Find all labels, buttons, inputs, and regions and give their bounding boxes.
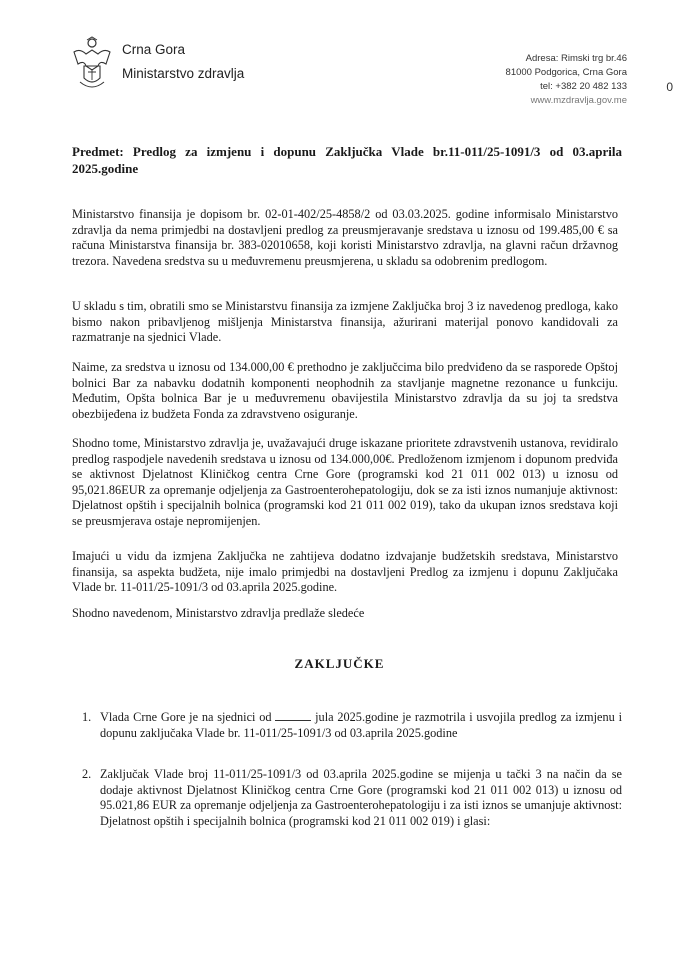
paragraph-1: Ministarstvo finansija je dopisom br. 02-01-402/25-4858/2 od 03.03.2025. godine informisalo Ministarstvo zdravlja da nema primjedbi na dostavljeni predlog za preusmjeravanje sredstava u iznosu od 199.485,00 € sa računa Ministarstva finansija br. 383-02010658, koji koristi Ministarstvo zdravlja, na glavni račun državnog trezora. Navedena sredstva su u međuvremenu preusmjerena, u skladu sa odobrenim predlogom. <box>72 207 618 268</box>
coat-of-arms-icon <box>70 36 114 92</box>
paragraph-3: Naime, za sredstva u iznosu od 134.000,00 € prethodno je zaključcima bilo predviđeno da se rasporede Opštoj bolnici Bar za nabavku dodatnih komponenti neophodnih za stavljanje magnetne rezonance u funkciju. Međutim, Opšta bolnica Bar je u međuvremenu obavijestila Ministarstvo zdravlja da su joj ta sredstva obezbijeđena iz budžeta Fonda za zdravstveno osiguranje. <box>72 360 618 421</box>
item-text-end: jula 2025.godine je razmotrila i usvojila predlog za izmjenu i dopunu zaključaka Vlade br. 11-011/25-1091/3 od 03.aprila 2025.godine <box>100 710 622 740</box>
country-name: Crna Gora <box>122 42 186 57</box>
conclusion-item-2 <box>82 767 622 829</box>
address-city-line: 81000 Podgorica, Crna Gora <box>505 67 627 78</box>
date-blank-line <box>275 710 311 721</box>
conclusion-item-1 <box>82 710 622 741</box>
conclusions-heading: ZAKLJUČKE <box>294 656 385 671</box>
paragraph-2: U skladu s tim, obratili smo se Ministarstvu finansija za izmjene Zaključka broj 3 iz navedenog predloga, kako bismo nakon pribavljenog mišljenja Ministarstva finansija, ažurirani materijal ponovo kandidovali za razmatranje na sjednici Vlade. <box>72 299 618 344</box>
address-block <box>506 52 627 108</box>
item-text-start: Vlada Crne Gore je na sjednici od <box>100 710 272 724</box>
paragraph-4: Shodno tome, Ministarstvo zdravlja je, uvažavajući druge iskazane prioritete zdravstvenih ustanova, revidiralo predlog raspodjele navedenih sredstava u iznosu od 134.000,00€. Predloženom izmjenom i dopunom predviđa se aktivnost Djelatnost Kliničkog centra Crne Gore (programski kod 21 011 002 013) u iznosu od 95,021.86EUR za opremanje odjeljenja za Gastroenterohepatologiju, dok se za isti iznos numanjuje aktivnost: Djelatnost opštih i specijalnih bolnica (programski kod 21 011 002 019), tako da ukupan iznos sredstava koji se preusmjerava ostaje nepromijenjen. <box>72 436 618 528</box>
subject-line: Predmet: Predlog za izmjenu i dopunu Zaključka Vlade br.11-011/25-1091/3 od 03.aprila 2025.godine <box>72 144 622 176</box>
address-line: Adresa: Rimski trg br.46 <box>525 53 627 64</box>
website-line: www.mzdravlja.gov.me <box>530 95 627 106</box>
item-number: 2. <box>82 767 92 781</box>
ministry-header <box>122 38 244 86</box>
paragraph-6: Shodno navedenom, Ministarstvo zdravlja predlaže sledeće <box>72 606 365 620</box>
ministry-name: Ministarstvo zdravlja <box>122 66 245 81</box>
item-text: Zaključak Vlade broj 11-011/25-1091/3 od 03.aprila 2025.godine se mijenja u tački 3 na način da se dodaje aktivnost Djelatnost Kliničkog centra Crne Gore (programski kod 21 011 002 013) u iznosu od 95.021,86 EUR za opremanje odjeljenja za Gastroenterohepatologiju i za isti iznos se umanjuje aktivnost: Djelatnost opštih i specijalnih bolnica (programski kod 21 011 002 019) i glasi: <box>100 767 622 828</box>
item-number: 1. <box>82 710 92 724</box>
paragraph-5: Imajući u vidu da izmjena Zaključka ne zahtijeva dodatno izdvajanje budžetskih sredstava, Ministarstvo finansija, sa aspekta budžeta, nije imalo primjedbi na dostavljeni Predlog za izmjenu i dopunu Zaključaka Vlade br. 11-011/25-1091/3 od 03.aprila 2025.godine. <box>72 549 618 594</box>
phone-line: tel: +382 20 482 133 <box>540 81 627 92</box>
edge-mark: 0 <box>666 80 673 94</box>
